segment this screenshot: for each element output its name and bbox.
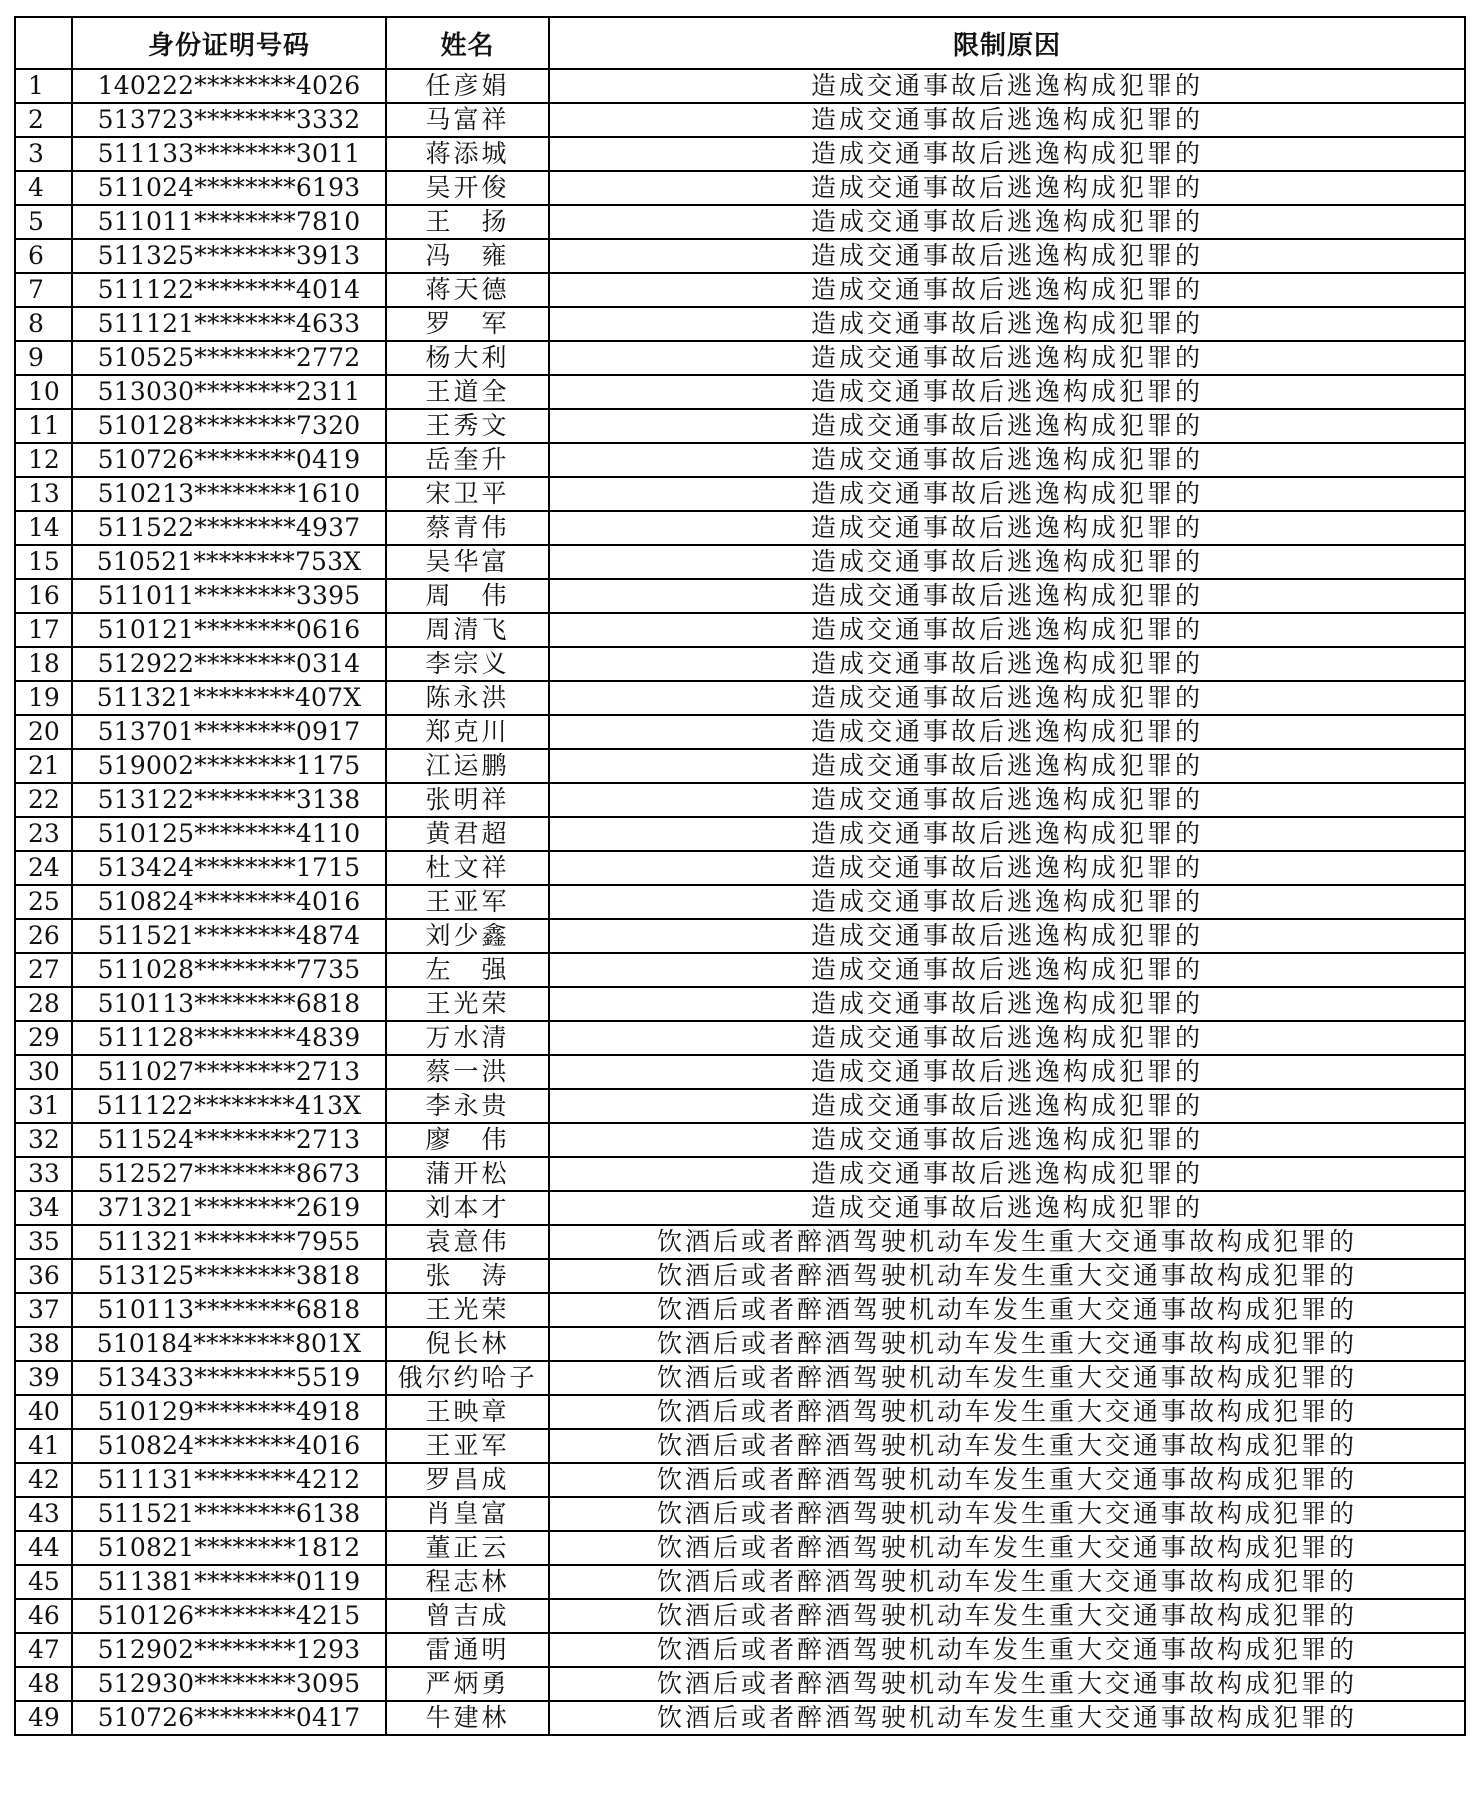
table-row (15, 1599, 1465, 1633)
table-row (15, 987, 1465, 1021)
table-row (15, 545, 1465, 579)
row-index: 16 (15, 579, 72, 613)
row-index: 42 (15, 1463, 72, 1497)
row-name: 蒋添城 (386, 137, 549, 171)
table-row (15, 647, 1465, 681)
row-reason: 饮酒后或者醉酒驾驶机动车发生重大交通事故构成犯罪的 (549, 1633, 1465, 1667)
row-index: 20 (15, 715, 72, 749)
table-row (15, 579, 1465, 613)
row-id-number: 510824********4016 (72, 885, 386, 919)
row-name: 袁意伟 (386, 1225, 549, 1259)
row-id-number: 511131********4212 (72, 1463, 386, 1497)
row-id-number: 512902********1293 (72, 1633, 386, 1667)
row-name: 雷通明 (386, 1633, 549, 1667)
row-name: 冯 雍 (386, 239, 549, 273)
row-reason: 造成交通事故后逃逸构成犯罪的 (549, 613, 1465, 647)
row-reason: 造成交通事故后逃逸构成犯罪的 (549, 205, 1465, 239)
table-row (15, 1157, 1465, 1191)
row-id-number: 511122********4014 (72, 273, 386, 307)
row-id-number: 510821********1812 (72, 1531, 386, 1565)
row-reason: 饮酒后或者醉酒驾驶机动车发生重大交通事故构成犯罪的 (549, 1395, 1465, 1429)
row-reason: 造成交通事故后逃逸构成犯罪的 (549, 69, 1465, 103)
row-reason: 造成交通事故后逃逸构成犯罪的 (549, 443, 1465, 477)
row-name: 俄尔约哈子 (386, 1361, 549, 1395)
row-name: 马富祥 (386, 103, 549, 137)
row-reason: 造成交通事故后逃逸构成犯罪的 (549, 987, 1465, 1021)
table-row (15, 137, 1465, 171)
row-name: 王道全 (386, 375, 549, 409)
table-row (15, 1395, 1465, 1429)
row-index: 33 (15, 1157, 72, 1191)
row-id-number: 511121********4633 (72, 307, 386, 341)
row-name: 周 伟 (386, 579, 549, 613)
row-id-number: 510726********0417 (72, 1701, 386, 1735)
row-id-number: 513701********0917 (72, 715, 386, 749)
row-id-number: 512527********8673 (72, 1157, 386, 1191)
row-reason: 造成交通事故后逃逸构成犯罪的 (549, 273, 1465, 307)
row-name: 曾吉成 (386, 1599, 549, 1633)
row-index: 3 (15, 137, 72, 171)
row-reason: 造成交通事故后逃逸构成犯罪的 (549, 239, 1465, 273)
row-id-number: 511027********2713 (72, 1055, 386, 1089)
row-id-number: 513433********5519 (72, 1361, 386, 1395)
row-index: 34 (15, 1191, 72, 1225)
row-reason: 造成交通事故后逃逸构成犯罪的 (549, 681, 1465, 715)
row-id-number: 511524********2713 (72, 1123, 386, 1157)
row-name: 刘本才 (386, 1191, 549, 1225)
row-name: 蒲开松 (386, 1157, 549, 1191)
row-id-number: 511522********4937 (72, 511, 386, 545)
row-name: 蒋天德 (386, 273, 549, 307)
row-index: 49 (15, 1701, 72, 1735)
row-reason: 造成交通事故后逃逸构成犯罪的 (549, 953, 1465, 987)
row-reason: 造成交通事故后逃逸构成犯罪的 (549, 919, 1465, 953)
row-id-number: 511321********7955 (72, 1225, 386, 1259)
row-reason: 造成交通事故后逃逸构成犯罪的 (549, 375, 1465, 409)
row-name: 刘少鑫 (386, 919, 549, 953)
table-row (15, 1021, 1465, 1055)
table-row (15, 1361, 1465, 1395)
row-index: 31 (15, 1089, 72, 1123)
row-name: 岳奎升 (386, 443, 549, 477)
row-id-number: 512922********0314 (72, 647, 386, 681)
row-name: 江运鹏 (386, 749, 549, 783)
row-name: 王亚军 (386, 885, 549, 919)
row-index: 45 (15, 1565, 72, 1599)
table-row (15, 443, 1465, 477)
row-reason: 造成交通事故后逃逸构成犯罪的 (549, 545, 1465, 579)
row-id-number: 513122********3138 (72, 783, 386, 817)
row-id-number: 511011********7810 (72, 205, 386, 239)
row-reason: 造成交通事故后逃逸构成犯罪的 (549, 715, 1465, 749)
row-name: 杨大利 (386, 341, 549, 375)
row-reason: 饮酒后或者醉酒驾驶机动车发生重大交通事故构成犯罪的 (549, 1225, 1465, 1259)
row-id-number: 371321********2619 (72, 1191, 386, 1225)
row-id-number: 511325********3913 (72, 239, 386, 273)
row-reason: 饮酒后或者醉酒驾驶机动车发生重大交通事故构成犯罪的 (549, 1667, 1465, 1701)
row-index: 27 (15, 953, 72, 987)
row-name: 李宗义 (386, 647, 549, 681)
row-id-number: 511011********3395 (72, 579, 386, 613)
table-row (15, 1259, 1465, 1293)
row-index: 44 (15, 1531, 72, 1565)
row-reason: 饮酒后或者醉酒驾驶机动车发生重大交通事故构成犯罪的 (549, 1497, 1465, 1531)
table-row (15, 817, 1465, 851)
row-index: 2 (15, 103, 72, 137)
row-name: 吴华富 (386, 545, 549, 579)
row-name: 牛建林 (386, 1701, 549, 1735)
row-index: 19 (15, 681, 72, 715)
row-id-number: 511381********0119 (72, 1565, 386, 1599)
row-index: 32 (15, 1123, 72, 1157)
row-index: 37 (15, 1293, 72, 1327)
row-index: 39 (15, 1361, 72, 1395)
table-row (15, 171, 1465, 205)
row-index: 38 (15, 1327, 72, 1361)
row-name: 肖皇富 (386, 1497, 549, 1531)
row-id-number: 140222********4026 (72, 69, 386, 103)
row-name: 宋卫平 (386, 477, 549, 511)
row-name: 程志林 (386, 1565, 549, 1599)
row-index: 24 (15, 851, 72, 885)
header-id-number: 身份证明号码 (72, 17, 386, 69)
row-reason: 造成交通事故后逃逸构成犯罪的 (549, 477, 1465, 511)
row-name: 李永贵 (386, 1089, 549, 1123)
table-row (15, 715, 1465, 749)
row-id-number: 510126********4215 (72, 1599, 386, 1633)
row-reason: 造成交通事故后逃逸构成犯罪的 (549, 307, 1465, 341)
row-index: 43 (15, 1497, 72, 1531)
row-id-number: 510121********0616 (72, 613, 386, 647)
row-reason: 造成交通事故后逃逸构成犯罪的 (549, 1021, 1465, 1055)
row-name: 吴开俊 (386, 171, 549, 205)
row-index: 40 (15, 1395, 72, 1429)
row-name: 严炳勇 (386, 1667, 549, 1701)
table-body (15, 69, 1465, 1735)
table-row (15, 1633, 1465, 1667)
row-index: 6 (15, 239, 72, 273)
table-row (15, 103, 1465, 137)
row-reason: 造成交通事故后逃逸构成犯罪的 (549, 1191, 1465, 1225)
row-reason: 造成交通事故后逃逸构成犯罪的 (549, 409, 1465, 443)
row-id-number: 510113********6818 (72, 987, 386, 1021)
row-index: 29 (15, 1021, 72, 1055)
row-reason: 饮酒后或者醉酒驾驶机动车发生重大交通事故构成犯罪的 (549, 1463, 1465, 1497)
row-id-number: 519002********1175 (72, 749, 386, 783)
row-id-number: 511133********3011 (72, 137, 386, 171)
row-id-number: 510184********801X (72, 1327, 386, 1361)
table-row (15, 681, 1465, 715)
table-row (15, 749, 1465, 783)
table-row (15, 613, 1465, 647)
row-index: 21 (15, 749, 72, 783)
row-name: 罗昌成 (386, 1463, 549, 1497)
row-name: 王秀文 (386, 409, 549, 443)
row-reason: 饮酒后或者醉酒驾驶机动车发生重大交通事故构成犯罪的 (549, 1701, 1465, 1735)
row-index: 14 (15, 511, 72, 545)
header-name: 姓名 (386, 17, 549, 69)
row-name: 任彦娟 (386, 69, 549, 103)
row-name: 张明祥 (386, 783, 549, 817)
row-reason: 造成交通事故后逃逸构成犯罪的 (549, 511, 1465, 545)
row-index: 41 (15, 1429, 72, 1463)
row-index: 22 (15, 783, 72, 817)
row-id-number: 510129********4918 (72, 1395, 386, 1429)
table-row (15, 273, 1465, 307)
row-index: 11 (15, 409, 72, 443)
row-index: 15 (15, 545, 72, 579)
table-row (15, 205, 1465, 239)
row-index: 5 (15, 205, 72, 239)
row-name: 王映章 (386, 1395, 549, 1429)
row-id-number: 510128********7320 (72, 409, 386, 443)
restriction-table (14, 16, 1466, 1736)
table-row (15, 1531, 1465, 1565)
row-name: 黄君超 (386, 817, 549, 851)
row-name: 蔡青伟 (386, 511, 549, 545)
row-reason: 造成交通事故后逃逸构成犯罪的 (549, 137, 1465, 171)
row-id-number: 510521********753X (72, 545, 386, 579)
table-row (15, 375, 1465, 409)
row-index: 10 (15, 375, 72, 409)
row-index: 46 (15, 1599, 72, 1633)
row-reason: 饮酒后或者醉酒驾驶机动车发生重大交通事故构成犯罪的 (549, 1293, 1465, 1327)
row-name: 陈永洪 (386, 681, 549, 715)
row-id-number: 513030********2311 (72, 375, 386, 409)
row-id-number: 510125********4110 (72, 817, 386, 851)
row-name: 张 涛 (386, 1259, 549, 1293)
row-index: 13 (15, 477, 72, 511)
table-row (15, 953, 1465, 987)
table-row (15, 1565, 1465, 1599)
table-row (15, 477, 1465, 511)
table-header-row (15, 17, 1465, 69)
row-index: 48 (15, 1667, 72, 1701)
table-row (15, 511, 1465, 545)
row-name: 左 强 (386, 953, 549, 987)
row-index: 36 (15, 1259, 72, 1293)
table-row (15, 919, 1465, 953)
row-id-number: 511128********4839 (72, 1021, 386, 1055)
row-reason: 饮酒后或者醉酒驾驶机动车发生重大交通事故构成犯罪的 (549, 1429, 1465, 1463)
row-id-number: 510113********6818 (72, 1293, 386, 1327)
row-reason: 造成交通事故后逃逸构成犯罪的 (549, 103, 1465, 137)
row-name: 廖 伟 (386, 1123, 549, 1157)
row-reason: 造成交通事故后逃逸构成犯罪的 (549, 1089, 1465, 1123)
table-row (15, 1701, 1465, 1735)
table-row (15, 1123, 1465, 1157)
header-reason: 限制原因 (549, 17, 1465, 69)
row-reason: 造成交通事故后逃逸构成犯罪的 (549, 647, 1465, 681)
row-name: 万水清 (386, 1021, 549, 1055)
table-row (15, 1667, 1465, 1701)
table-row (15, 1293, 1465, 1327)
row-id-number: 511028********7735 (72, 953, 386, 987)
row-index: 26 (15, 919, 72, 953)
row-reason: 造成交通事故后逃逸构成犯罪的 (549, 885, 1465, 919)
row-index: 7 (15, 273, 72, 307)
row-id-number: 510824********4016 (72, 1429, 386, 1463)
row-index: 8 (15, 307, 72, 341)
row-index: 47 (15, 1633, 72, 1667)
table-row (15, 851, 1465, 885)
row-name: 倪长林 (386, 1327, 549, 1361)
row-reason: 造成交通事故后逃逸构成犯罪的 (549, 851, 1465, 885)
row-index: 4 (15, 171, 72, 205)
table-row (15, 239, 1465, 273)
row-id-number: 511122********413X (72, 1089, 386, 1123)
table-row (15, 1089, 1465, 1123)
table-row (15, 1497, 1465, 1531)
table-row (15, 783, 1465, 817)
row-id-number: 511321********407X (72, 681, 386, 715)
row-reason: 饮酒后或者醉酒驾驶机动车发生重大交通事故构成犯罪的 (549, 1259, 1465, 1293)
row-index: 12 (15, 443, 72, 477)
row-reason: 造成交通事故后逃逸构成犯罪的 (549, 579, 1465, 613)
table-row (15, 409, 1465, 443)
row-reason: 造成交通事故后逃逸构成犯罪的 (549, 1157, 1465, 1191)
table-row (15, 1191, 1465, 1225)
row-index: 25 (15, 885, 72, 919)
row-index: 9 (15, 341, 72, 375)
row-name: 王光荣 (386, 1293, 549, 1327)
row-index: 28 (15, 987, 72, 1021)
row-id-number: 511521********6138 (72, 1497, 386, 1531)
row-index: 23 (15, 817, 72, 851)
table-row (15, 1327, 1465, 1361)
row-name: 王 扬 (386, 205, 549, 239)
row-reason: 造成交通事故后逃逸构成犯罪的 (549, 817, 1465, 851)
row-name: 罗 军 (386, 307, 549, 341)
row-id-number: 513125********3818 (72, 1259, 386, 1293)
row-reason: 造成交通事故后逃逸构成犯罪的 (549, 171, 1465, 205)
row-id-number: 512930********3095 (72, 1667, 386, 1701)
row-name: 董正云 (386, 1531, 549, 1565)
row-name: 王亚军 (386, 1429, 549, 1463)
table-row (15, 307, 1465, 341)
row-id-number: 510726********0419 (72, 443, 386, 477)
row-name: 周清飞 (386, 613, 549, 647)
row-index: 1 (15, 69, 72, 103)
row-index: 35 (15, 1225, 72, 1259)
table-row (15, 1429, 1465, 1463)
row-index: 30 (15, 1055, 72, 1089)
row-reason: 造成交通事故后逃逸构成犯罪的 (549, 749, 1465, 783)
row-id-number: 511521********4874 (72, 919, 386, 953)
row-name: 王光荣 (386, 987, 549, 1021)
row-name: 蔡一洪 (386, 1055, 549, 1089)
row-reason: 造成交通事故后逃逸构成犯罪的 (549, 1055, 1465, 1089)
table-row (15, 885, 1465, 919)
table-row (15, 341, 1465, 375)
row-reason: 饮酒后或者醉酒驾驶机动车发生重大交通事故构成犯罪的 (549, 1565, 1465, 1599)
row-reason: 造成交通事故后逃逸构成犯罪的 (549, 783, 1465, 817)
row-reason: 饮酒后或者醉酒驾驶机动车发生重大交通事故构成犯罪的 (549, 1361, 1465, 1395)
row-reason: 饮酒后或者醉酒驾驶机动车发生重大交通事故构成犯罪的 (549, 1327, 1465, 1361)
table-row (15, 1463, 1465, 1497)
row-name: 杜文祥 (386, 851, 549, 885)
header-index (15, 17, 72, 69)
row-reason: 饮酒后或者醉酒驾驶机动车发生重大交通事故构成犯罪的 (549, 1599, 1465, 1633)
row-id-number: 513424********1715 (72, 851, 386, 885)
row-id-number: 510525********2772 (72, 341, 386, 375)
table-row (15, 69, 1465, 103)
table-row (15, 1055, 1465, 1089)
restriction-table-container (14, 16, 1464, 1736)
row-reason: 造成交通事故后逃逸构成犯罪的 (549, 341, 1465, 375)
table-row (15, 1225, 1465, 1259)
row-index: 18 (15, 647, 72, 681)
row-index: 17 (15, 613, 72, 647)
row-id-number: 510213********1610 (72, 477, 386, 511)
row-id-number: 511024********6193 (72, 171, 386, 205)
row-id-number: 513723********3332 (72, 103, 386, 137)
row-reason: 饮酒后或者醉酒驾驶机动车发生重大交通事故构成犯罪的 (549, 1531, 1465, 1565)
row-name: 郑克川 (386, 715, 549, 749)
row-reason: 造成交通事故后逃逸构成犯罪的 (549, 1123, 1465, 1157)
